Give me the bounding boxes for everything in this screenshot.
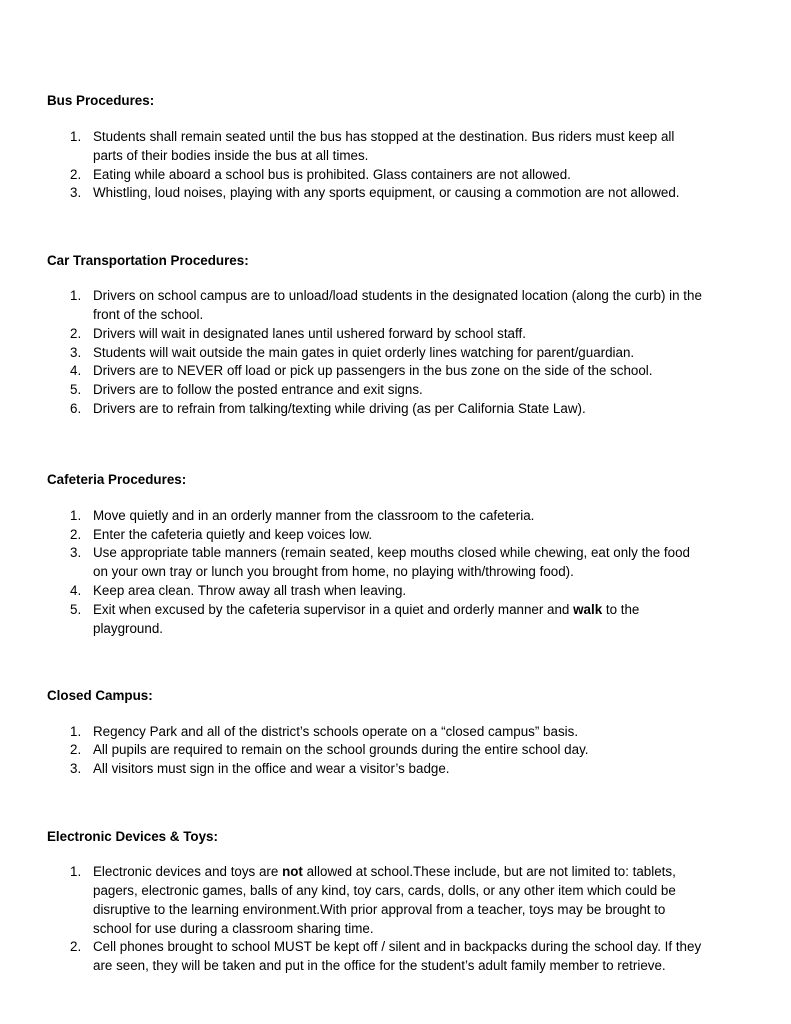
list-text: All pupils are required to remain on the school grounds during the entire school day. <box>93 742 589 757</box>
list-text: front of the school. <box>93 307 204 322</box>
list-text: Drivers are to NEVER off load or pick up passengers in the bus zone on the side of the school. <box>93 363 653 378</box>
list-number: 3. <box>70 761 82 776</box>
list-number: 2. <box>70 326 82 341</box>
list-text: Eating while aboard a school bus is prohibited. Glass containers are not allowed. <box>93 167 571 182</box>
list-text: Use appropriate table manners (remain seated, keep mouths closed while chewing, eat only the food <box>93 545 690 560</box>
list-number: 1. <box>70 129 82 144</box>
list-number: 3. <box>70 345 82 360</box>
list-text: Enter the cafeteria quietly and keep voices low. <box>93 527 373 542</box>
list-number: 4. <box>70 363 82 378</box>
section-heading-closed-campus: Closed Campus: <box>47 688 153 703</box>
list-number: 4. <box>70 583 82 598</box>
list-text: Keep area clean. Throw away all trash when leaving. <box>93 583 407 598</box>
list-number: 1. <box>70 864 82 879</box>
list-number: 2. <box>70 939 82 954</box>
list-text: Electronic devices and toys are not allowed at school.These include, but are not limited to: tablets, <box>93 864 676 879</box>
list-text: Move quietly and in an orderly manner from the classroom to the cafeteria. <box>93 508 535 523</box>
list-number: 1. <box>70 508 82 523</box>
section-heading-bus: Bus Procedures: <box>47 93 155 108</box>
list-number: 2. <box>70 742 82 757</box>
list-number: 5. <box>70 602 82 617</box>
emphasis-walk: walk <box>573 602 603 617</box>
list-text: school for use during a classroom sharing time. <box>93 921 374 936</box>
list-text: Students shall remain seated until the bus has stopped at the destination. Bus riders must keep all <box>93 129 675 144</box>
section-heading-cafeteria: Cafeteria Procedures: <box>47 472 187 487</box>
list-text: Regency Park and all of the district’s schools operate on a “closed campus” basis. <box>93 724 579 739</box>
list-number: 2. <box>70 167 82 182</box>
list-text: are seen, they will be taken and put in the office for the student’s adult family member to retrieve. <box>93 958 666 973</box>
list-number: 2. <box>70 527 82 542</box>
list-text: parts of their bodies inside the bus at all times. <box>93 148 369 163</box>
list-number: 1. <box>70 724 82 739</box>
list-text: playground. <box>93 621 163 636</box>
section-heading-electronic-devices: Electronic Devices & Toys: <box>47 829 218 844</box>
list-text: Whistling, loud noises, playing with any sports equipment, or causing a commotion are not allowed. <box>93 185 680 200</box>
list-text: Drivers on school campus are to unload/load students in the designated location (along the curb) in the <box>93 288 702 303</box>
list-number: 5. <box>70 382 82 397</box>
list-text: Cell phones brought to school MUST be kept off / silent and in backpacks during the school day. If they <box>93 939 702 954</box>
list-text: Drivers are to follow the posted entrance and exit signs. <box>93 382 423 397</box>
emphasis-not: not <box>282 864 303 879</box>
list-text: pagers, electronic games, balls of any kind, toy cars, cards, dolls, or any other item which could be <box>93 883 676 898</box>
list-text: Exit when excused by the cafeteria supervisor in a quiet and orderly manner and walk to the <box>93 602 640 617</box>
list-text: All visitors must sign in the office and wear a visitor’s badge. <box>93 761 450 776</box>
list-text: Students will wait outside the main gates in quiet orderly lines watching for parent/guardian. <box>93 345 635 360</box>
list-text: Drivers are to refrain from talking/texting while driving (as per California State Law). <box>93 401 586 416</box>
list-number: 3. <box>70 545 82 560</box>
list-text: disruptive to the learning environment.With prior approval from a teacher, toys may be brought to <box>93 902 666 917</box>
list-text: Drivers will wait in designated lanes until ushered forward by school staff. <box>93 326 526 341</box>
list-number: 1. <box>70 288 82 303</box>
list-number: 3. <box>70 185 82 200</box>
list-number: 6. <box>70 401 82 416</box>
section-heading-car: Car Transportation Procedures: <box>47 253 249 268</box>
list-text: on your own tray or lunch you brought from home, no playing with/throwing food). <box>93 564 574 579</box>
